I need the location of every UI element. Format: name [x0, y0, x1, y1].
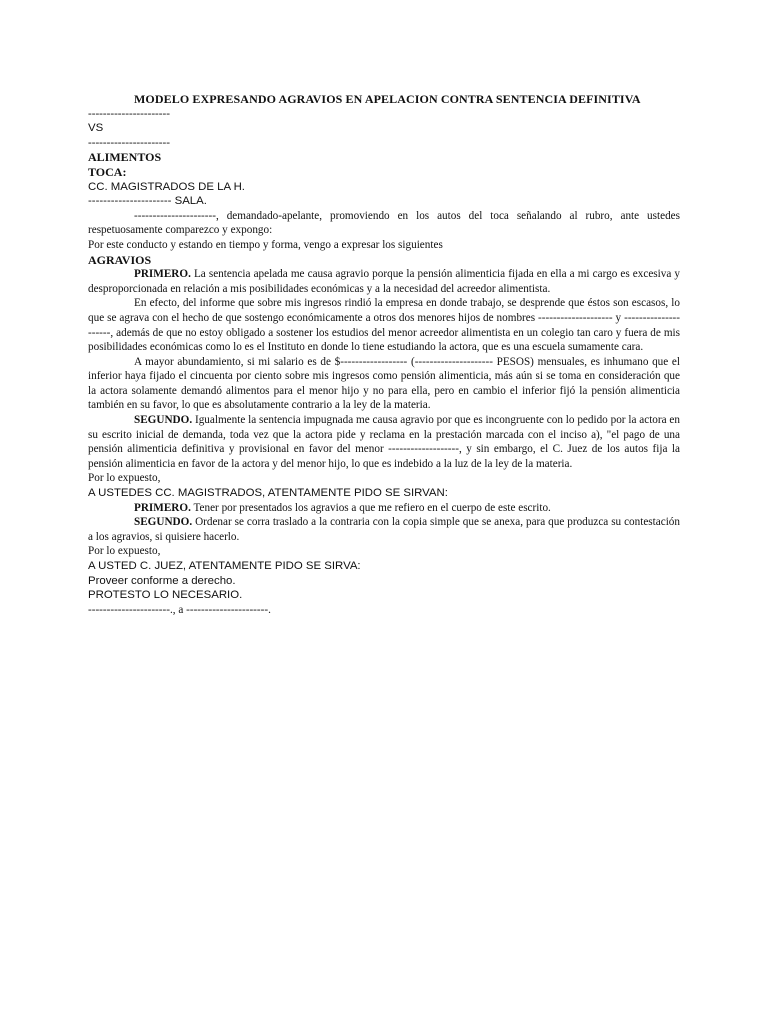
document-title: MODELO EXPRESANDO AGRAVIOS EN APELACION CONTRA SENTENCIA DEFINITIVA — [134, 92, 641, 106]
primero-paragraph — [88, 267, 680, 296]
conducto-line: Por este conducto y estando en tiempo y forma, vengo a expresar los siguientes — [88, 238, 443, 251]
petition-primero-text: Tener por presentados los agravios a que me refiero en el cuerpo de este escrito. — [190, 501, 551, 514]
petition-segundo-label: SEGUNDO. — [134, 516, 193, 529]
segundo-text: Igualmente la sentencia impugnada me causa agravio por que es incongruente con lo pedido por la actora en su escrito inicial de demanda, toda vez que la actora pide y reclama en la prestación marcada con el inciso a), "el pago de una pensión alimenticia definitiva y provisional en favor del menor -------------------, y sin embargo, el C. Juez de los autos fija la pensión alimenticia en favor de la actora y del menor hijo, lo que es indebido a la luz de la ley de la materia. — [88, 414, 680, 470]
document-body — [88, 92, 680, 617]
primero-text: La sentencia apelada me causa agravio porque la pensión alimenticia fijada en ella a mi cargo es excesiva y desproporcionada en relación a mis posibilidades económicas y a la necesidad del acreedor alimentista. — [88, 268, 680, 295]
dash-line: ---------------------- — [88, 107, 170, 120]
toca-heading: TOCA: — [88, 164, 127, 179]
petition-segundo — [88, 515, 680, 544]
vs-label: VS — [88, 122, 104, 135]
segundo-label: SEGUNDO. — [134, 414, 193, 427]
firma-line: ----------------------., a ----------------------. — [88, 603, 271, 616]
usted-juez-line: A USTED C. JUEZ, ATENTAMENTE PIDO SE SIRVA: — [88, 560, 361, 572]
segundo-paragraph — [88, 413, 680, 471]
alimentos-heading: ALIMENTOS — [88, 150, 162, 165]
petition-primero-label: PRIMERO. — [134, 501, 191, 514]
intro-paragraph: ----------------------, demandado-apelante, promoviendo en los autos del toca señalando al rubro, ante ustedes respetuosamente comparezco y expongo: — [88, 209, 680, 237]
agravios-heading: AGRAVIOS — [88, 252, 152, 267]
mayor-paragraph: A mayor abundamiento, si mi salario es de $------------------ (--------------------- PESOS) mensuales, es inhumano que el inferior haya fijado el cincuenta por ciento sobre mis ingresos como pensión alimenticia, más aún si se toma en consideración que la actora solamente demandó alimentos para el menor hijo y no para ella, pero en cambio el inferior fijó la pensión alimenticia también en su favor, lo que es absolutamente contrario a la ley de la materia. — [88, 355, 680, 412]
efecto-paragraph: En efecto, del informe que sobre mis ingresos rindió la empresa en donde trabajo, se desprende que éstos son escasos, lo que se agrava con el hecho de que sostengo económicamente a otros dos menores hijos de nombres -------------------- y ---------------------, además de que no estoy obligado a sostener los estudios del menor acreedor alimentista en un colegio tan caro y fuera de mis posibilidades económicas como lo es el Instituto en donde lo tiene estudiando la actora, que es una escuela sumamente cara. — [88, 297, 680, 354]
magistrados-line: CC. MAGISTRADOS DE LA H. — [88, 180, 245, 193]
expuesto-line-2: Por lo expuesto, — [88, 545, 161, 558]
protesto-line: PROTESTO LO NECESARIO. — [88, 589, 243, 602]
dash-line: ---------------------- — [88, 136, 170, 149]
proveer-line: Proveer conforme a derecho. — [88, 574, 236, 587]
petition-primero — [88, 501, 680, 516]
sala-line: ---------------------- SALA. — [88, 195, 207, 208]
expuesto-line: Por lo expuesto, — [88, 472, 161, 485]
primero-label: PRIMERO. — [134, 268, 191, 281]
ustedes-line: A USTEDES CC. MAGISTRADOS, ATENTAMENTE PIDO SE SIRVAN: — [88, 487, 448, 500]
petition-segundo-text: Ordenar se corra traslado a la contraria con la copia simple que se anexa, para que produzca su contestación a los agravios, si quisiere hacerlo. — [88, 516, 680, 543]
